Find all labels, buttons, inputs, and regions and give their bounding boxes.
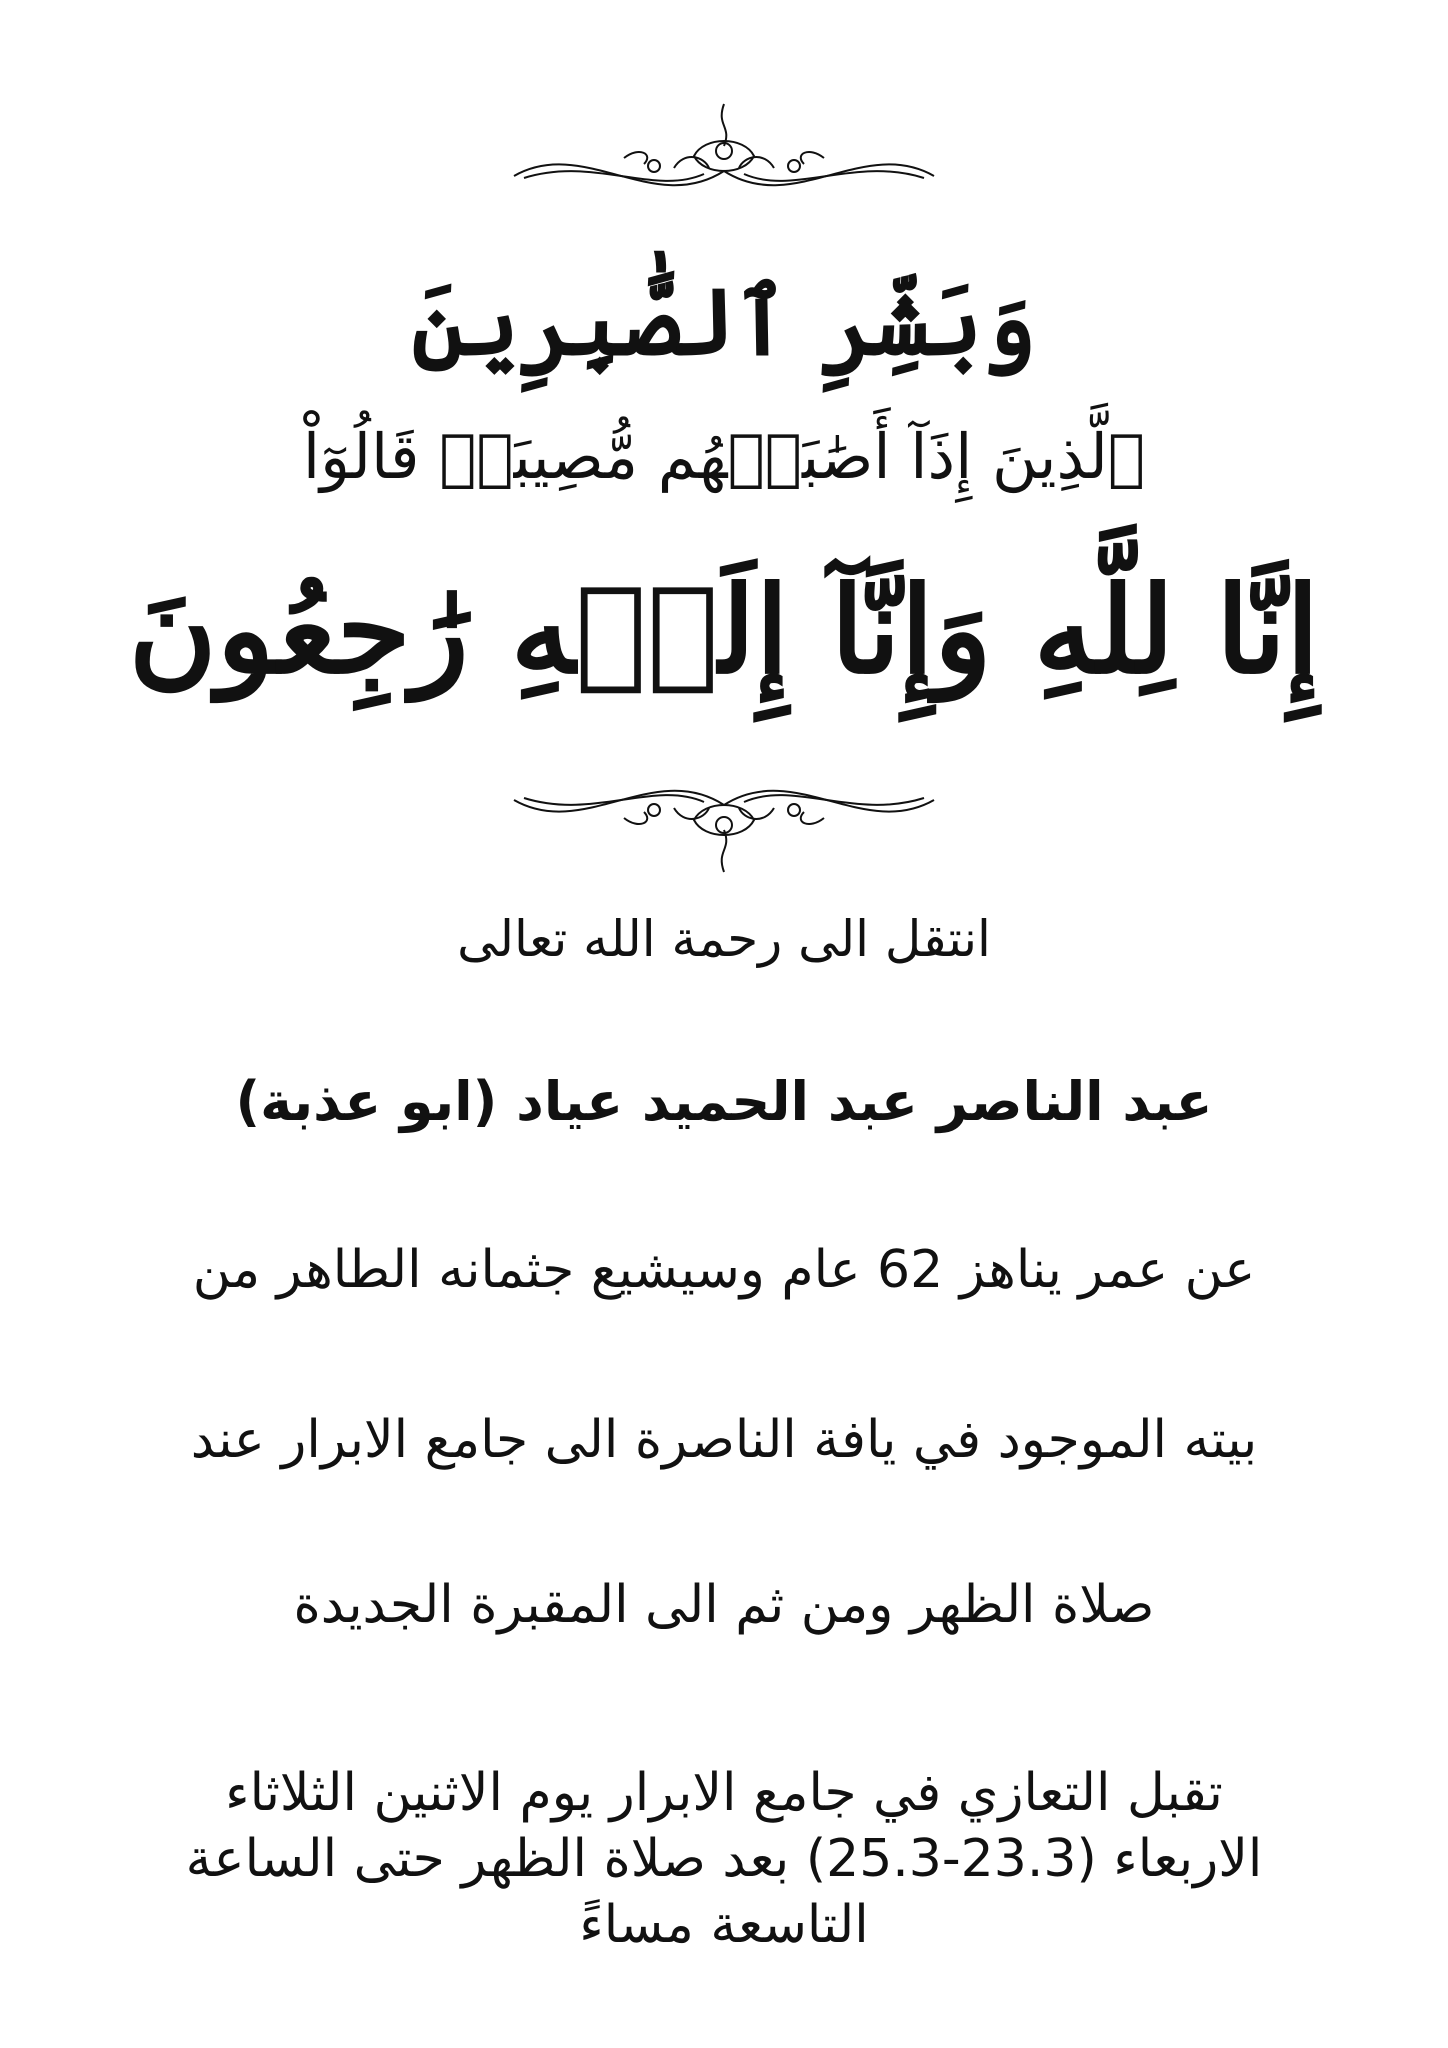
condolences-line-2: الاربعاء (23.3-25.3) بعد صلاة الظهر حتى الساعة	[185, 1829, 1263, 1889]
funeral-location-text: بيته الموجود في يافة الناصرة الى جامع الابرار عند	[190, 1410, 1258, 1470]
verse-line-1: وَبَشِّرِ ٱلصَّٰبِرِينَ	[411, 268, 1037, 376]
burial-text: صلاة الظهر ومن ثم الى المقبرة الجديدة	[293, 1575, 1155, 1635]
bottom-ornament-icon	[504, 760, 944, 880]
verse-line-2: ٱلَّذِينَ إِذَآ أَصَٰبَتۡهُم مُّصِيبَةٞ قَالُوٓاْ	[302, 420, 1146, 493]
condolences-line-3: التاسعة مساءً	[579, 1895, 869, 1955]
top-ornament-icon	[504, 96, 944, 216]
intro-text: انتقل الى رحمة الله تعالى	[457, 910, 991, 968]
condolences-line-1: تقبل التعازي في جامع الابرار يوم الاثنين الثلاثاء	[225, 1763, 1223, 1823]
deceased-name: عبد الناصر عبد الحميد عياد (ابو عذبة)	[235, 1070, 1213, 1133]
verse-line-3: إِنَّا لِلَّهِ وَإِنَّآ إِلَيۡهِ رَٰجِعُونَ	[128, 560, 1320, 701]
age-text: عن عمر يناهز 62 عام وسيشيع جثمانه الطاهر من	[192, 1240, 1256, 1300]
condolences-block	[160, 1760, 1288, 1958]
